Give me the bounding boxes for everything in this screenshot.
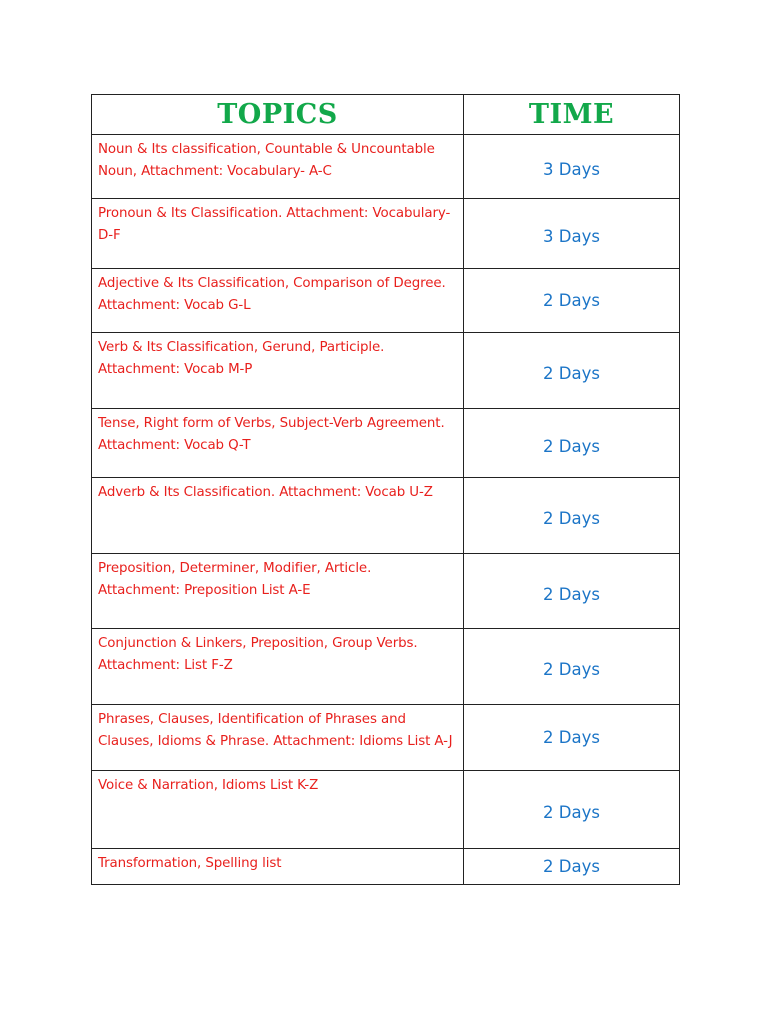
time-cell <box>464 554 680 629</box>
time-cell <box>464 705 680 771</box>
table-row <box>92 771 680 849</box>
topic-cell: Preposition, Determiner, Modifier, Article. Attachment: Preposition List A-E <box>92 554 464 629</box>
time-value: 2 Days <box>543 364 600 383</box>
topic-cell: Tense, Right form of Verbs, Subject-Verb Agreement. Attachment: Vocab Q-T <box>92 409 464 478</box>
table-row <box>92 705 680 771</box>
topic-cell: Pronoun & Its Classification. Attachment: Vocabulary- D-F <box>92 199 464 269</box>
topic-cell: Transformation, Spelling list <box>92 849 464 885</box>
topic-cell: Noun & Its classification, Countable & Uncountable Noun, Attachment: Vocabulary- A-C <box>92 135 464 199</box>
time-cell <box>464 199 680 269</box>
topic-cell: Verb & Its Classification, Gerund, Participle. Attachment: Vocab M-P <box>92 333 464 409</box>
time-value: 2 Days <box>543 291 600 310</box>
time-value: 2 Days <box>543 584 600 604</box>
topic-cell: Adverb & Its Classification. Attachment: Vocab U-Z <box>92 478 464 554</box>
time-value: 3 Days <box>543 160 600 179</box>
topics-header: TOPICS <box>92 95 464 135</box>
table-row <box>92 629 680 705</box>
time-value: 3 Days <box>543 227 600 246</box>
time-value: 2 Days <box>543 509 600 528</box>
topic-cell: Conjunction & Linkers, Preposition, Group Verbs. Attachment: List F-Z <box>92 629 464 705</box>
time-value: 2 Days <box>543 803 600 822</box>
table-row <box>92 333 680 409</box>
time-header: TIME <box>464 95 680 135</box>
time-cell <box>464 629 680 705</box>
time-cell <box>464 478 680 554</box>
time-cell <box>464 771 680 849</box>
time-value: 2 Days <box>543 436 600 456</box>
time-cell <box>464 269 680 333</box>
time-cell <box>464 333 680 409</box>
table-header-row <box>92 95 680 135</box>
table-row <box>92 199 680 269</box>
topic-cell: Adjective & Its Classification, Comparison of Degree. Attachment: Vocab G-L <box>92 269 464 333</box>
topic-cell: Phrases, Clauses, Identification of Phrases and Clauses, Idioms & Phrase. Attachment: Idioms List A-J <box>92 705 464 771</box>
table-row <box>92 554 680 629</box>
time-cell <box>464 409 680 478</box>
table-row <box>92 135 680 199</box>
time-cell <box>464 135 680 199</box>
table-row <box>92 269 680 333</box>
time-value: 2 Days <box>543 728 600 747</box>
topic-cell: Voice & Narration, Idioms List K-Z <box>92 771 464 849</box>
table-row <box>92 409 680 478</box>
table-row <box>92 849 680 885</box>
time-cell <box>464 849 680 885</box>
schedule-table <box>91 94 680 885</box>
time-value: 2 Days <box>543 660 600 679</box>
time-value: 2 Days <box>543 857 600 876</box>
table-row <box>92 478 680 554</box>
